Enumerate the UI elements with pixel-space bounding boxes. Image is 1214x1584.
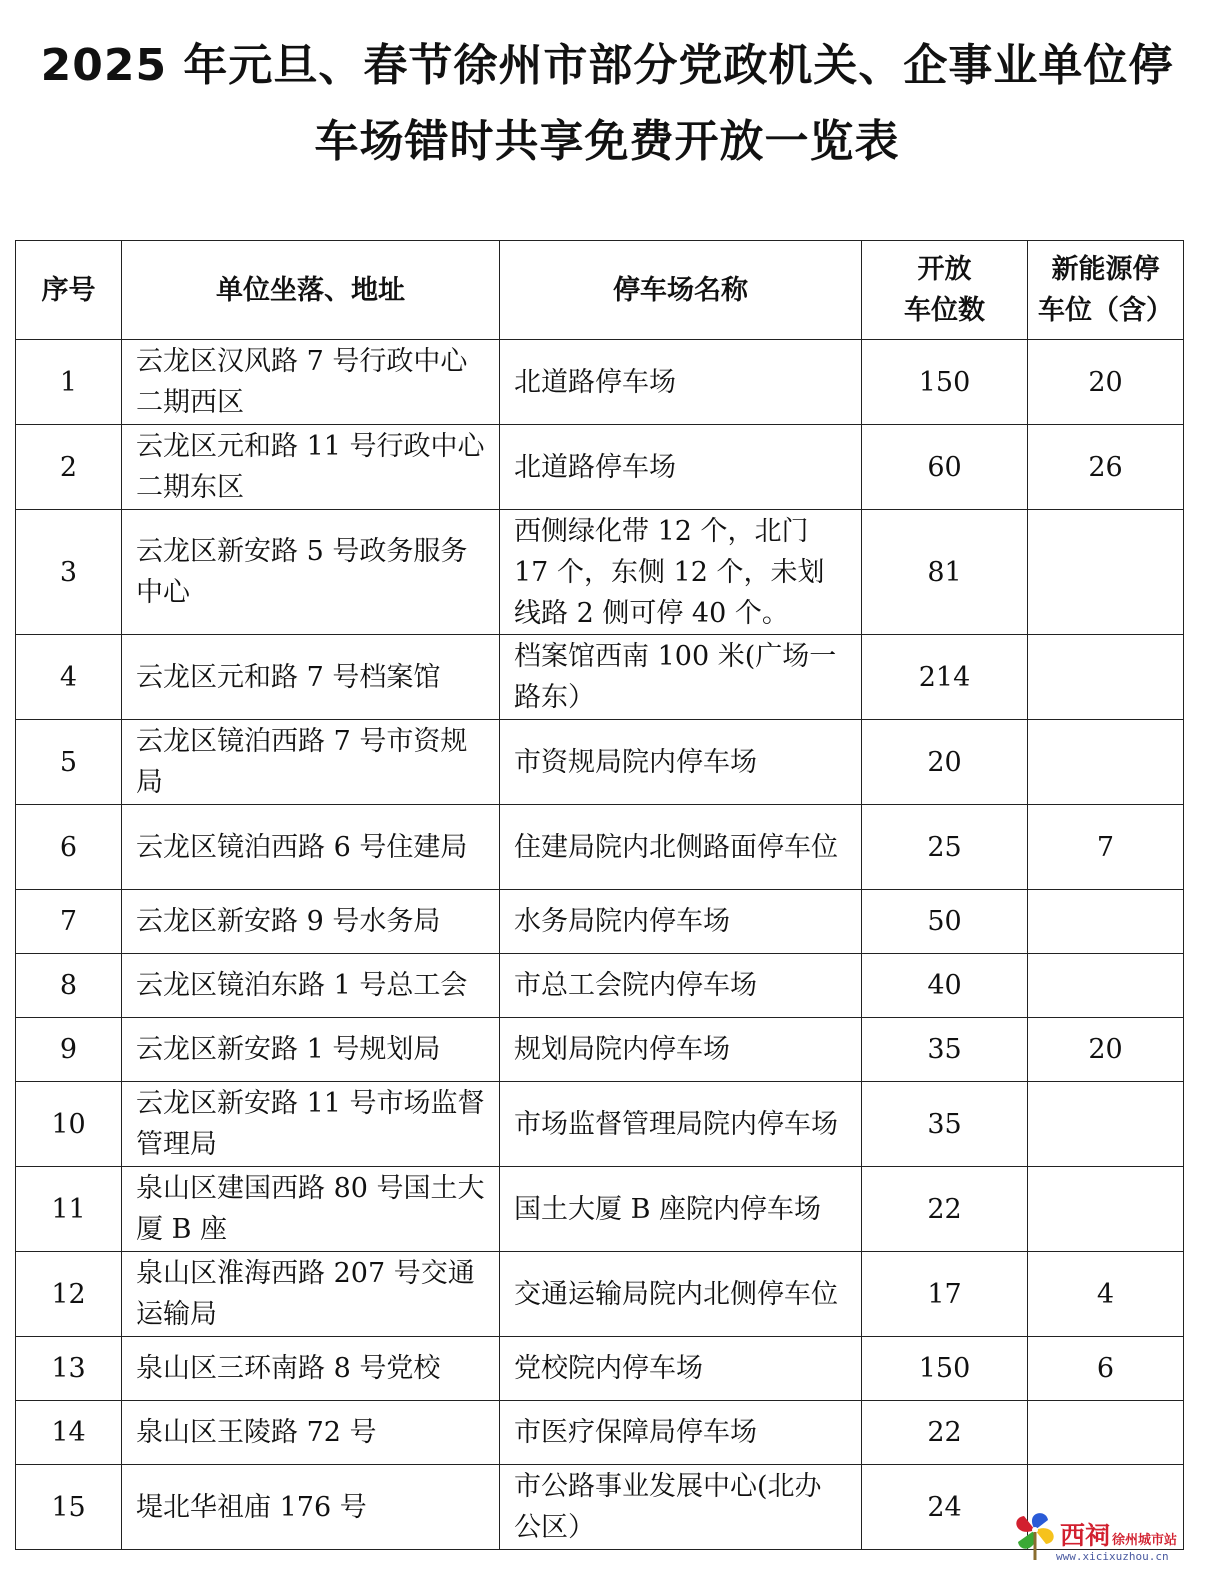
cell-no: 11 — [16, 1167, 122, 1252]
cell-open-spaces: 20 — [862, 720, 1028, 805]
cell-lot-name: 水务局院内停车场 — [500, 890, 862, 954]
cell-lot-name: 市场监督管理局院内停车场 — [500, 1082, 862, 1167]
cell-ev-spaces — [1028, 635, 1184, 720]
cell-open-spaces: 60 — [862, 425, 1028, 510]
watermark-url: www.xicixuzhou.cn — [1056, 1550, 1169, 1563]
cell-address: 云龙区新安路 1 号规划局 — [122, 1018, 500, 1082]
cell-open-spaces: 214 — [862, 635, 1028, 720]
table-row — [16, 1167, 1184, 1252]
cell-ev-spaces — [1028, 890, 1184, 954]
cell-address: 云龙区镜泊西路 7 号市资规局 — [122, 720, 500, 805]
table-row — [16, 425, 1184, 510]
cell-open-spaces: 150 — [862, 340, 1028, 425]
cell-ev-spaces: 20 — [1028, 1018, 1184, 1082]
cell-ev-spaces — [1028, 720, 1184, 805]
cell-open-spaces: 35 — [862, 1082, 1028, 1167]
header-address: 单位坐落、地址 — [122, 241, 500, 340]
cell-lot-name: 市总工会院内停车场 — [500, 954, 862, 1018]
cell-no: 10 — [16, 1082, 122, 1167]
cell-lot-name: 党校院内停车场 — [500, 1337, 862, 1401]
cell-open-spaces: 22 — [862, 1401, 1028, 1465]
cell-no: 13 — [16, 1337, 122, 1401]
cell-no: 14 — [16, 1401, 122, 1465]
cell-no: 6 — [16, 805, 122, 890]
cell-address: 云龙区新安路 11 号市场监督管理局 — [122, 1082, 500, 1167]
table-row — [16, 1337, 1184, 1401]
cell-ev-spaces — [1028, 1082, 1184, 1167]
document-title — [0, 28, 1214, 180]
cell-address: 泉山区三环南路 8 号党校 — [122, 1337, 500, 1401]
cell-address: 云龙区镜泊西路 6 号住建局 — [122, 805, 500, 890]
header-open-spaces: 开放 车位数 — [862, 241, 1028, 340]
table-row — [16, 1252, 1184, 1337]
cell-open-spaces: 81 — [862, 510, 1028, 635]
cell-lot-name: 市公路事业发展中心(北办公区） — [500, 1465, 862, 1550]
cell-ev-spaces — [1028, 510, 1184, 635]
cell-no: 9 — [16, 1018, 122, 1082]
cell-address: 云龙区元和路 7 号档案馆 — [122, 635, 500, 720]
site-watermark — [1010, 1502, 1200, 1576]
cell-ev-spaces: 4 — [1028, 1252, 1184, 1337]
header-lot-name: 停车场名称 — [500, 241, 862, 340]
cell-lot-name: 档案馆西南 100 米(广场一路东） — [500, 635, 862, 720]
title-line-1: 2025 年元旦、春节徐州市部分党政机关、企事业单位停 — [40, 40, 1174, 91]
table-row — [16, 1401, 1184, 1465]
cell-open-spaces: 17 — [862, 1252, 1028, 1337]
table-row — [16, 635, 1184, 720]
cell-no: 8 — [16, 954, 122, 1018]
cell-ev-spaces — [1028, 1401, 1184, 1465]
cell-ev-spaces: 26 — [1028, 425, 1184, 510]
table-row — [16, 1082, 1184, 1167]
header-no: 序号 — [16, 241, 122, 340]
table-row — [16, 890, 1184, 954]
cell-no: 1 — [16, 340, 122, 425]
watermark-brand-sub: 徐州城市站 — [1112, 1533, 1178, 1548]
cell-lot-name: 国土大厦 B 座院内停车场 — [500, 1167, 862, 1252]
cell-lot-name: 住建局院内北侧路面停车位 — [500, 805, 862, 890]
cell-no: 2 — [16, 425, 122, 510]
cell-ev-spaces: 6 — [1028, 1337, 1184, 1401]
cell-lot-name: 北道路停车场 — [500, 340, 862, 425]
cell-lot-name: 交通运输局院内北侧停车位 — [500, 1252, 862, 1337]
cell-no: 12 — [16, 1252, 122, 1337]
table-row — [16, 954, 1184, 1018]
cell-ev-spaces — [1028, 954, 1184, 1018]
cell-lot-name: 西侧绿化带 12 个，北门 17 个，东侧 12 个，未划线路 2 侧可停 40 个。 — [500, 510, 862, 635]
table-row — [16, 805, 1184, 890]
pinwheel-logo-icon — [1010, 1506, 1060, 1562]
cell-ev-spaces — [1028, 1167, 1184, 1252]
cell-address: 云龙区元和路 11 号行政中心二期东区 — [122, 425, 500, 510]
cell-no: 7 — [16, 890, 122, 954]
table-row — [16, 720, 1184, 805]
title-line-2: 车场错时共享免费开放一览表 — [314, 116, 900, 167]
table-row — [16, 510, 1184, 635]
parking-table — [15, 240, 1184, 1550]
table-row — [16, 340, 1184, 425]
cell-lot-name: 北道路停车场 — [500, 425, 862, 510]
cell-no: 4 — [16, 635, 122, 720]
cell-address: 泉山区建国西路 80 号国土大厦 B 座 — [122, 1167, 500, 1252]
cell-address: 堤北华祖庙 176 号 — [122, 1465, 500, 1550]
cell-open-spaces: 50 — [862, 890, 1028, 954]
cell-lot-name: 市医疗保障局停车场 — [500, 1401, 862, 1465]
cell-address: 泉山区王陵路 72 号 — [122, 1401, 500, 1465]
cell-open-spaces: 150 — [862, 1337, 1028, 1401]
cell-ev-spaces: 7 — [1028, 805, 1184, 890]
cell-no: 15 — [16, 1465, 122, 1550]
cell-no: 5 — [16, 720, 122, 805]
cell-open-spaces: 40 — [862, 954, 1028, 1018]
cell-address: 云龙区新安路 5 号政务服务中心 — [122, 510, 500, 635]
cell-no: 3 — [16, 510, 122, 635]
table-header-row — [16, 241, 1184, 340]
cell-lot-name: 市资规局院内停车场 — [500, 720, 862, 805]
cell-open-spaces: 22 — [862, 1167, 1028, 1252]
cell-lot-name: 规划局院内停车场 — [500, 1018, 862, 1082]
cell-address: 云龙区镜泊东路 1 号总工会 — [122, 954, 500, 1018]
cell-address: 云龙区汉风路 7 号行政中心二期西区 — [122, 340, 500, 425]
cell-address: 云龙区新安路 9 号水务局 — [122, 890, 500, 954]
cell-open-spaces: 35 — [862, 1018, 1028, 1082]
header-ev-spaces: 新能源停 车位（含） — [1028, 241, 1184, 340]
cell-open-spaces: 24 — [862, 1465, 1028, 1550]
watermark-brand: 西祠 徐州城市站 — [1060, 1521, 1178, 1550]
table-row — [16, 1465, 1184, 1550]
cell-ev-spaces: 20 — [1028, 340, 1184, 425]
cell-open-spaces: 25 — [862, 805, 1028, 890]
table-row — [16, 1018, 1184, 1082]
cell-address: 泉山区淮海西路 207 号交通运输局 — [122, 1252, 500, 1337]
